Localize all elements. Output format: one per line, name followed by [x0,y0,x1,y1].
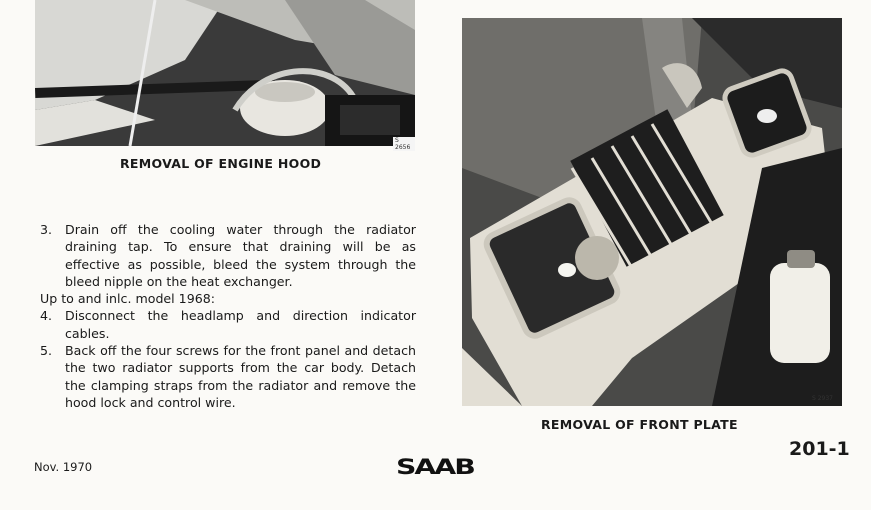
step-number: 3. [40,222,53,237]
front-plate-illustration [462,18,842,406]
step-text: Back off the four screws for the front panel and detach the two radiator supports from the car body. Detach the clamping straps from the radiator and remove the hood lock and control wire. [65,343,416,410]
saab-logo: SAAB [396,455,474,479]
model-note: Up to and inlc. model 1968: [40,291,215,307]
step-text: Disconnect the headlamp and direction indicator cables. [65,308,416,341]
photo-code-hood: S 2656 [393,137,415,151]
step-4 [40,307,416,342]
caption-front-plate: REMOVAL OF FRONT PLATE [541,417,738,432]
step-text: Drain off the cooling water through the radiator draining tap. To ensure that draining will be as effective as possible, bleed the system through the bleed nipple on the heat exchanger. [65,222,416,289]
step-number: 5. [40,343,53,359]
caption-engine-hood: REMOVAL OF ENGINE HOOD [120,156,322,171]
step-5 [40,342,416,411]
photo-code-plate: S 2937 [812,395,833,402]
instruction-list [40,221,416,411]
engine-hood-illustration [35,0,415,146]
page-number: 201-1 [789,438,850,460]
engine-hood-photo [35,0,415,151]
step-3 [40,221,416,290]
step-number: 4. [40,308,53,324]
footer-date: Nov. 1970 [34,460,93,474]
front-plate-photo [462,18,842,406]
